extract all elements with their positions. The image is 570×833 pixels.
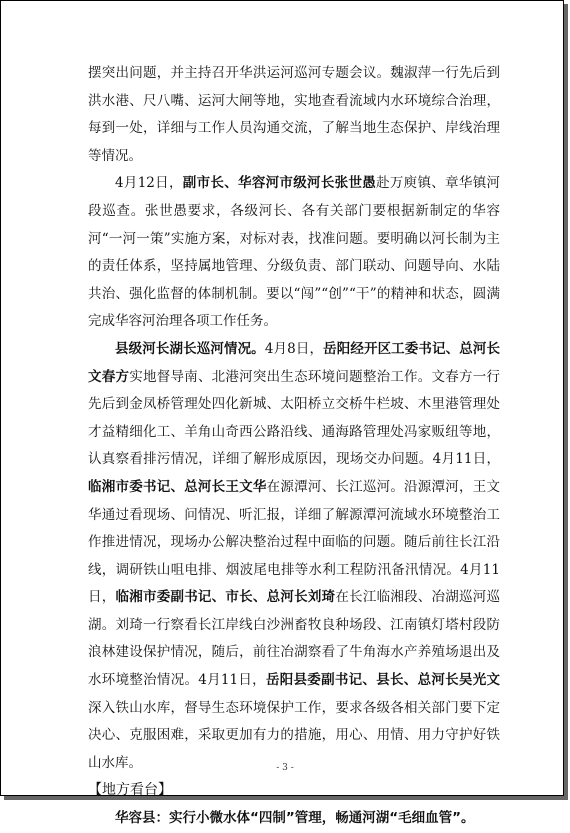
paragraph-3-text-4: 在长江临湘段、冶湖巡河巡湖。刘琦一行察看长江岸线白沙洲畜牧良种场段、江南镇灯塔村段防浪林建设保护情况，随后，前往冶湖察看了牛角海水产养殖场退出及水环境整治情况。4月11日， bbox=[88, 589, 501, 689]
paragraph-1: 摆突出问题，并主持召开华洪运河巡河专题会议。魏淑萍一行先后到洪水港、尺八嘴、运河大闸等地，实地查看流域内水环境综合治理，每到一处，详细与工作人员沟通交流，了解当地生态保护、岸线治理等情况。 bbox=[88, 65, 500, 164]
paragraph-3 bbox=[88, 336, 500, 778]
paragraph-3-text-5: 深入铁山水库，督导生态环境保护工作，要求各级各相关部门要下定决心、克服困难，采取更加有力的措施，用心、用情、用力守护好铁山水库。 bbox=[88, 699, 500, 771]
page-number: - 3 - bbox=[276, 763, 294, 773]
subsection-title: 华容县：实行小微水体“四制”管理，畅通河湖“毛细血管”。 bbox=[115, 810, 475, 827]
paragraph-2-text: 4月12日， bbox=[115, 175, 183, 192]
paragraph-2-body: 赴万庾镇、章华镇河段巡查。张世愚要求，各级河长、各有关部门要根据新制定的华容河“一河一策”实施方案，对标对表，找准问题。要明确以河长制为主的责任体系，坚持属地管理、分级负责、部门联动、问题导向、水陆共治、强化监督的体制机制。要以“闯”“创”“干”的精神和状态，圆满完成华容河治理各项工作任务。 bbox=[88, 175, 500, 330]
paragraph-3-text-1: 4月8日， bbox=[264, 340, 324, 357]
section-title: 【地方看台】 bbox=[88, 782, 172, 799]
paragraph-3-text-3: 在源潭河、长江巡河。沿源潭河，王文华通过看现场、问情况、听汇报，详细了解源潭河流域水环境整治工作推进情况，现场办公解决整治过程中面临的问题。随后前往长江沿线，调研铁山咀电排、烟波尾电排等水利工程防汛备汛情况。4月11日， bbox=[88, 478, 501, 606]
paragraph-3-official-2: 临湘市委书记、总河长王文华 bbox=[88, 478, 267, 495]
paragraph-3-text-2: 实地督导南、北港河突出生态环境问题整治工作。文春方一行先后到金凤桥管理处四化新城、太阳桥立交桥牛栏坡、木里港管理处才益精细化工、羊角山奇西公路沿线、通海路管理处冯家贩纽等地，认真察看排污情况，详细了解形成原因，现场交办问题。4月11日， bbox=[88, 368, 501, 468]
paragraph-3-official-1: 岳阳经开区工委书记、总河长文春方 bbox=[88, 340, 501, 385]
paragraph-3-official-3: 临湘市委副书记、市长、总河长刘琦 bbox=[115, 589, 336, 606]
paragraph-3-heading: 县级河长湖长巡河情况。 bbox=[115, 340, 265, 357]
paragraph-3-official-4: 岳阳县委副书记、县长、总河长吴光文 bbox=[265, 672, 500, 689]
paragraph-2-official: 副市长、华容河市级河长张世愚 bbox=[182, 175, 377, 192]
document-body bbox=[88, 60, 500, 833]
paragraph-2 bbox=[88, 170, 500, 336]
